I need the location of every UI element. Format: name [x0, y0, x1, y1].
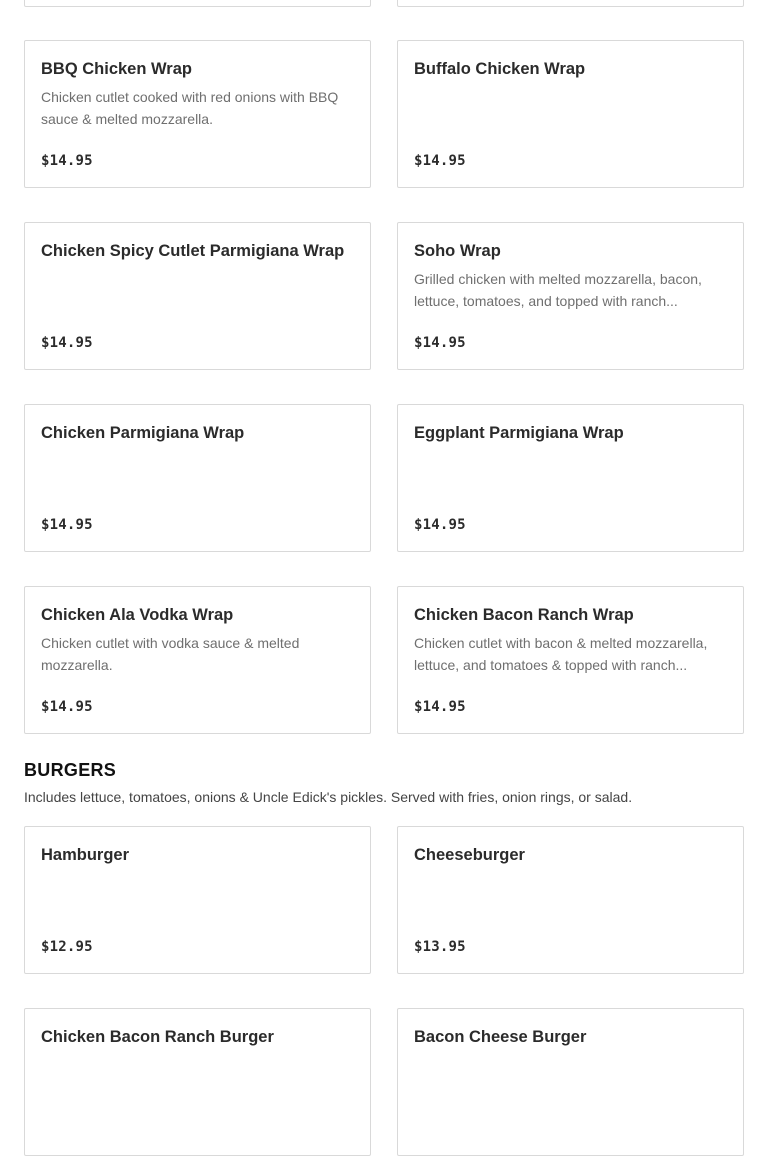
- item-description: Chicken cutlet with vodka sauce & melted mozzarella.: [41, 635, 300, 673]
- menu-item-card[interactable]: [397, 826, 744, 974]
- item-name: Cheeseburger: [414, 846, 525, 864]
- item-name: Hamburger: [41, 846, 130, 864]
- item-price: $14.95: [41, 699, 93, 715]
- section-description: Includes lettuce, tomatoes, onions & Uncle Edick's pickles. Served with fries, onion rings, or salad.: [24, 789, 633, 805]
- item-name: Soho Wrap: [414, 242, 501, 260]
- item-name: Chicken Parmigiana Wrap: [41, 424, 245, 442]
- item-price: $14.95: [414, 699, 466, 715]
- menu-item-card[interactable]: [24, 1008, 371, 1156]
- item-name: Bacon Cheese Burger: [414, 1028, 587, 1046]
- item-name: Chicken Bacon Ranch Wrap: [414, 606, 634, 624]
- item-price: $14.95: [41, 335, 93, 351]
- item-price: $14.95: [41, 153, 93, 169]
- menu-item-card[interactable]: [397, 222, 744, 370]
- item-description: Chicken cutlet cooked with red onions with BBQ sauce & melted mozzarella.: [41, 89, 339, 127]
- item-name: Chicken Ala Vodka Wrap: [41, 606, 234, 624]
- menu-item-card[interactable]: [24, 404, 371, 552]
- menu-item-card[interactable]: [397, 1008, 744, 1156]
- item-price: $14.95: [414, 153, 466, 169]
- menu-item-card[interactable]: [24, 586, 371, 734]
- menu-item-card[interactable]: [397, 40, 744, 188]
- item-name: BBQ Chicken Wrap: [41, 60, 192, 78]
- menu-item-card[interactable]: [24, 0, 371, 7]
- section-title: BURGERS: [24, 760, 117, 780]
- item-price: $14.95: [414, 335, 466, 351]
- menu-item-card[interactable]: [397, 0, 744, 7]
- item-name: Buffalo Chicken Wrap: [414, 60, 586, 78]
- item-price: $14.95: [41, 517, 93, 533]
- item-price: $13.95: [414, 939, 466, 955]
- menu-item-card[interactable]: [397, 586, 744, 734]
- item-name: Chicken Bacon Ranch Burger: [41, 1028, 274, 1046]
- menu-item-card[interactable]: [24, 826, 371, 974]
- menu-item-card[interactable]: [397, 404, 744, 552]
- item-description: Grilled chicken with melted mozzarella, bacon, lettuce, tomatoes, and topped with ranch...: [414, 271, 702, 309]
- item-description: Chicken cutlet with bacon & melted mozzarella, lettuce, and tomatoes & topped with ranch...: [414, 635, 708, 673]
- menu-item-card[interactable]: [24, 40, 371, 188]
- item-name: Eggplant Parmigiana Wrap: [414, 424, 624, 442]
- item-price: $14.95: [414, 517, 466, 533]
- menu-item-card[interactable]: [24, 222, 371, 370]
- item-name: Chicken Spicy Cutlet Parmigiana Wrap: [41, 242, 345, 260]
- item-price: $12.95: [41, 939, 93, 955]
